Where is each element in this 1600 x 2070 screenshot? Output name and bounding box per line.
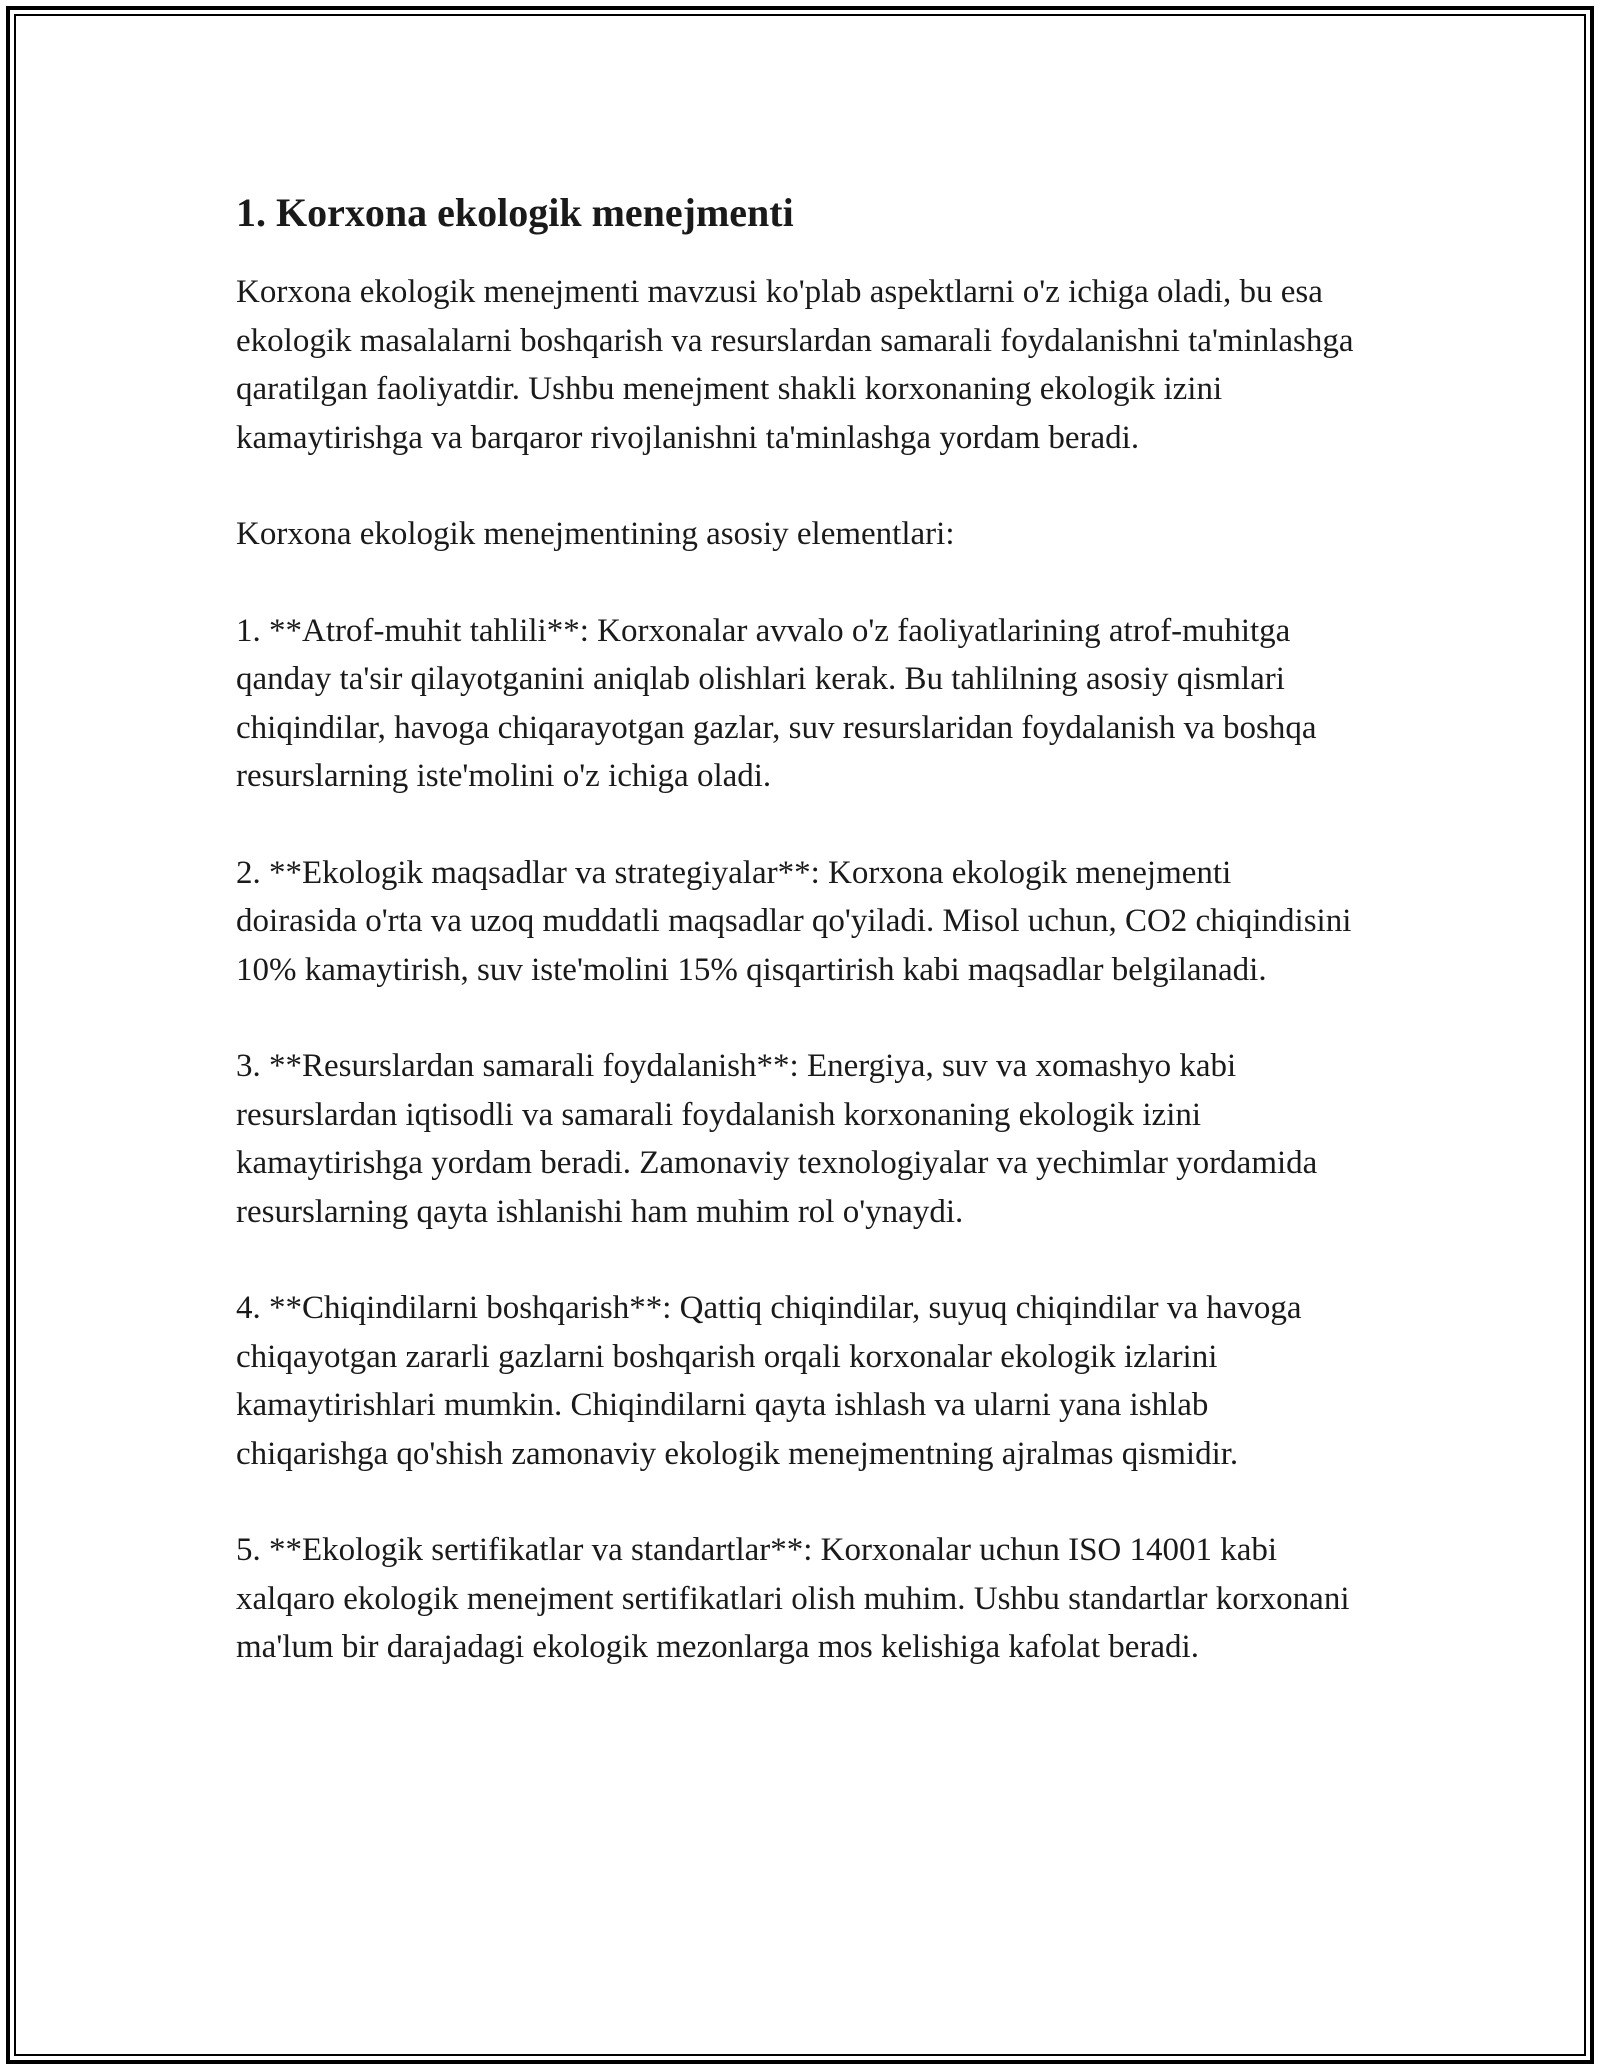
list-item-4: 4. **Chiqindilarni boshqarish**: Qattiq chiqindilar, suyuq chiqindilar va havoga chiqayotgan zararli gazlarni boshqarish orqali korxonalar ekologik izlarini kamaytirishlari mumkin. Chiqindilarni qayta ishlash va ularni yana ishlab chiqarishga qo'shish zamonaviy ekologik menejmentning ajralmas qismidir. [236, 1290, 1302, 1472]
elements-heading-paragraph: Korxona ekologik menejmentining asosiy elementlari: [236, 516, 955, 552]
list-item-1: 1. **Atrof-muhit tahlili**: Korxonalar avvalo o'z faoliyatlarining atrof-muhitga qanday ta'sir qilayotganini aniqlab olishlari kerak. Bu tahlilning asosiy qismlari chiqindilar, havoga chiqarayotgan gazlar, suv resurslaridan foydalanish va boshqa resurslarning iste'molini o'z ichiga oladi. [236, 612, 1317, 794]
list-item-3: 3. **Resurslardan samarali foydalanish**: Energiya, suv va xomashyo kabi resurslardan iqtisodli va samarali foydalanish korxonaning ekologik izini kamaytirishga yordam beradi. Zamonaviy texnologiyalar va yechimlar yordamida resurslarning qayta ishlanishi ham muhim rol o'ynaydi. [236, 1048, 1318, 1230]
list-item-2: 2. **Ekologik maqsadlar va strategiyalar**: Korxona ekologik menejmenti doirasida o'rta va uzoq muddatli maqsadlar qo'yiladi. Misol uchun, CO2 chiqindisini 10% kamaytirish, suv iste'molini 15% qisqartirish kabi maqsadlar belgilanadi. [236, 854, 1352, 988]
document-body [236, 184, 1356, 1720]
document-title: 1. Korxona ekologik menejmenti [236, 190, 794, 235]
list-item-5: 5. **Ekologik sertifikatlar va standartlar**: Korxonalar uchun ISO 14001 kabi xalqaro ekologik menejment sertifikatlari olish muhim. Ushbu standartlar korxonani ma'lum bir darajadagi ekologik mezonlarga mos kelishiga kafolat beradi. [236, 1532, 1350, 1665]
intro-paragraph: Korxona ekologik menejmenti mavzusi ko'plab aspektlarni o'z ichiga oladi, bu esa ekologik masalalarni boshqarish va resurslardan samarali foydalanishni ta'minlashga qaratilgan faoliyatdir. Ushbu menejment shakli korxonaning ekologik izini kamaytirishga va barqaror rivojlanishni ta'minlashga yordam beradi. [236, 274, 1354, 456]
